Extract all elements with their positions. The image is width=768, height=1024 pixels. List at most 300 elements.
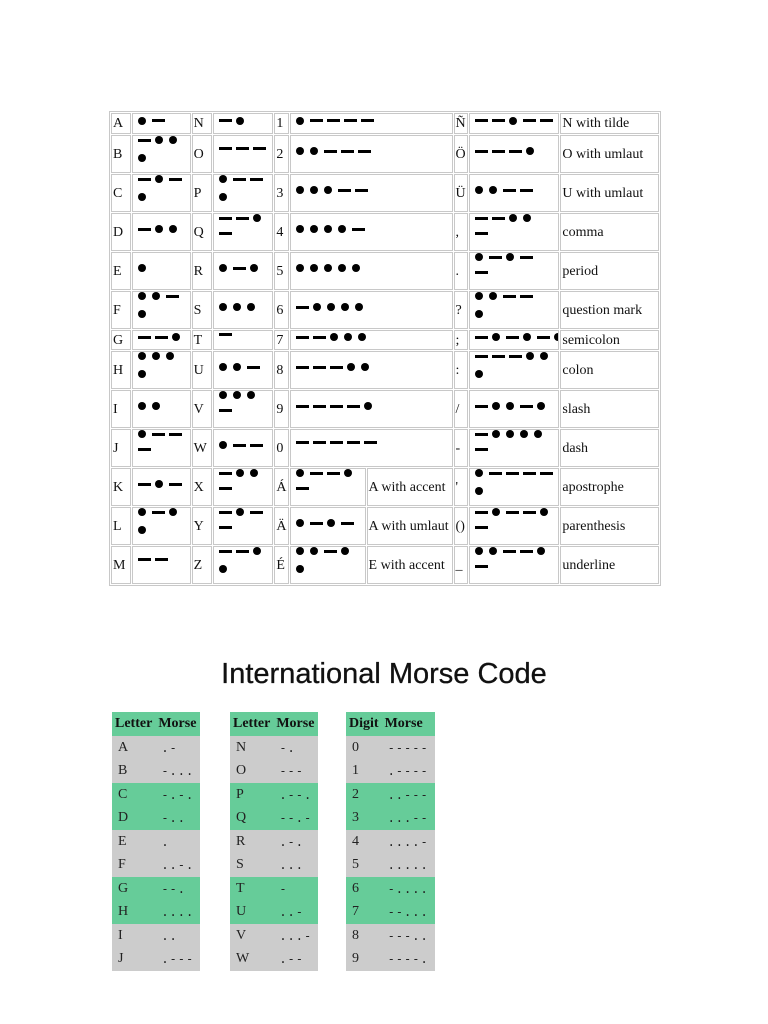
morse-symbols <box>217 147 270 161</box>
character-cell <box>454 507 469 545</box>
dash-symbol <box>169 178 182 181</box>
character-cell <box>454 390 469 428</box>
character-label: N <box>193 116 204 131</box>
morse-code-cell: .--- <box>155 948 200 972</box>
character-cell <box>454 113 469 134</box>
dash-symbol <box>330 366 343 369</box>
morse-symbol-line <box>473 370 555 388</box>
morse-symbol-line <box>294 303 448 317</box>
dot-symbol <box>537 547 545 555</box>
morse-code-cell <box>290 174 452 212</box>
dot-symbol <box>172 333 180 341</box>
character-cell <box>454 330 469 350</box>
morse-symbol-line <box>294 469 362 487</box>
character-label: 3 <box>276 185 284 201</box>
morse-code-cell <box>132 174 191 212</box>
dash-symbol <box>169 433 182 436</box>
description-label: N with tilde <box>562 116 630 131</box>
morse-symbol-line <box>217 565 270 583</box>
morse-symbols <box>473 402 555 416</box>
character-label: W <box>193 440 207 456</box>
character-cell <box>111 135 131 173</box>
morse-code-cell <box>290 546 366 584</box>
morse-row <box>111 135 659 173</box>
morse-symbol-line <box>136 402 187 416</box>
morse-row <box>111 468 659 506</box>
dot-symbol <box>138 154 146 162</box>
morse-symbol-line <box>294 547 362 565</box>
dash-symbol <box>520 256 533 259</box>
dash-symbol <box>347 405 360 408</box>
dot-symbol <box>155 136 163 144</box>
character-cell <box>274 291 289 329</box>
dot-symbol <box>355 303 363 311</box>
description-cell <box>560 429 659 467</box>
morse-code-cell <box>213 429 274 467</box>
dot-symbol <box>296 547 304 555</box>
dot-symbol <box>296 117 304 125</box>
morse-symbols <box>473 253 555 289</box>
character-label: ' <box>455 479 459 495</box>
character-cell: V <box>230 924 273 948</box>
dash-symbol <box>138 558 151 561</box>
dash-symbol <box>475 217 488 220</box>
character-label: O <box>193 146 204 162</box>
morse-symbol-line <box>294 487 362 505</box>
character-cell: I <box>112 924 155 948</box>
dot-symbol <box>138 508 146 516</box>
character-label: J <box>113 440 119 456</box>
morse-symbol-line <box>136 175 187 193</box>
morse-code-cell: . <box>155 830 200 854</box>
letters-n-w-table <box>230 712 318 971</box>
character-cell: A <box>112 736 155 760</box>
dot-symbol <box>296 186 304 194</box>
dash-symbol <box>523 119 536 122</box>
morse-code-cell <box>132 546 191 584</box>
character-label: / <box>455 401 460 417</box>
morse-symbol-line <box>294 402 448 416</box>
character-label: 9 <box>276 401 284 417</box>
morse-code-cell: --... <box>382 901 435 925</box>
morse-code-cell <box>469 390 559 428</box>
character-cell: 4 <box>346 830 382 854</box>
character-cell: B <box>112 760 155 784</box>
dot-symbol <box>296 565 304 573</box>
dot-symbol <box>509 214 517 222</box>
morse-row <box>111 213 659 251</box>
morse-code-cell: --- <box>273 760 318 784</box>
morse-row <box>111 252 659 290</box>
dash-symbol <box>138 178 151 181</box>
morse-symbol-line <box>473 117 555 131</box>
table-row <box>346 948 435 972</box>
dot-symbol <box>219 441 227 449</box>
character-label: : <box>455 362 460 378</box>
dash-symbol <box>324 550 337 553</box>
dash-symbol <box>313 405 326 408</box>
character-cell <box>274 429 289 467</box>
page-title: International Morse Code <box>221 658 547 690</box>
morse-symbols <box>473 469 555 505</box>
dash-symbol <box>327 472 340 475</box>
dash-symbol <box>330 441 343 444</box>
morse-code-cell <box>469 174 559 212</box>
table-row <box>112 783 200 807</box>
character-cell <box>454 135 469 173</box>
description-label: A with umlaut <box>368 518 449 534</box>
morse-row <box>111 330 659 350</box>
table-row <box>346 901 435 925</box>
morse-symbol-line <box>217 193 270 211</box>
morse-symbol-line <box>217 175 270 193</box>
morse-symbol-line <box>217 214 270 232</box>
morse-code-cell <box>290 113 452 134</box>
dot-symbol <box>138 370 146 378</box>
character-cell <box>454 429 469 467</box>
dash-symbol <box>523 472 536 475</box>
dash-symbol <box>155 336 168 339</box>
character-cell <box>192 291 212 329</box>
character-cell <box>274 507 289 545</box>
dash-symbol <box>492 119 505 122</box>
character-label: F <box>113 302 121 318</box>
description-label: comma <box>562 224 604 240</box>
dot-symbol <box>352 264 360 272</box>
morse-symbols <box>136 430 187 466</box>
dot-symbol <box>219 175 227 183</box>
morse-code-cell: .... <box>155 901 200 925</box>
dot-symbol <box>250 469 258 477</box>
dot-symbol <box>253 214 261 222</box>
dot-symbol <box>169 225 177 233</box>
morse-symbol-line <box>473 508 555 526</box>
morse-symbol-line <box>136 508 187 526</box>
morse-symbols <box>217 391 270 427</box>
dot-symbol <box>138 117 146 125</box>
dash-symbol <box>219 217 232 220</box>
character-cell: 1 <box>346 760 382 784</box>
morse-code-cell <box>132 507 191 545</box>
dash-symbol <box>219 119 232 122</box>
character-cell: R <box>230 830 273 854</box>
dot-symbol <box>492 402 500 410</box>
morse-code-cell <box>469 429 559 467</box>
table-row <box>112 736 200 760</box>
character-label: H <box>113 362 124 378</box>
dot-symbol <box>155 175 163 183</box>
character-cell: N <box>230 736 273 760</box>
dash-symbol <box>509 150 522 153</box>
table-row <box>230 760 318 784</box>
character-cell: 7 <box>346 901 382 925</box>
morse-code-cell <box>469 330 559 350</box>
character-cell <box>274 330 289 350</box>
dot-symbol <box>247 303 255 311</box>
dash-symbol <box>475 448 488 451</box>
character-cell: 6 <box>346 877 382 901</box>
dash-symbol <box>236 147 249 150</box>
morse-row <box>111 351 659 389</box>
dot-symbol <box>489 292 497 300</box>
dot-symbol <box>347 363 355 371</box>
character-cell <box>454 351 469 389</box>
table-header-row <box>230 712 318 736</box>
dot-symbol <box>169 508 177 516</box>
dash-symbol <box>475 336 488 339</box>
table-header-row <box>112 712 200 736</box>
character-cell: W <box>230 948 273 972</box>
character-cell <box>111 213 131 251</box>
morse-symbol-line <box>473 526 555 544</box>
morse-symbols <box>217 508 270 544</box>
description-label: colon <box>562 362 594 378</box>
character-cell <box>192 330 212 350</box>
character-label: ? <box>455 302 462 318</box>
morse-code-cell <box>132 429 191 467</box>
morse-symbol-line <box>473 402 555 416</box>
character-cell <box>454 291 469 329</box>
description-label: question mark <box>562 302 643 318</box>
dash-symbol <box>361 119 374 122</box>
table-row <box>346 807 435 831</box>
character-cell <box>274 252 289 290</box>
morse-symbols <box>136 136 187 172</box>
character-cell: S <box>230 854 273 878</box>
morse-symbols <box>136 402 187 416</box>
dash-symbol <box>475 565 488 568</box>
character-label: I <box>113 401 118 417</box>
morse-symbol-line <box>217 508 270 526</box>
dash-symbol <box>540 119 553 122</box>
dash-symbol <box>341 522 354 525</box>
dot-symbol <box>341 547 349 555</box>
morse-code-cell: ..... <box>382 854 435 878</box>
morse-symbols <box>294 147 448 161</box>
character-cell: Q <box>230 807 273 831</box>
morse-symbols <box>136 117 187 131</box>
morse-symbols <box>473 117 555 131</box>
morse-code-cell: ... <box>273 854 318 878</box>
character-label: P <box>193 185 202 201</box>
morse-code-cell <box>290 507 366 545</box>
dot-symbol <box>310 186 318 194</box>
dot-symbol <box>324 225 332 233</box>
table-row <box>230 783 318 807</box>
dash-symbol <box>506 336 519 339</box>
dash-symbol <box>155 558 168 561</box>
description-label: semicolon <box>562 332 620 348</box>
description-label: O with umlaut <box>562 146 644 162</box>
morse-symbols <box>136 175 187 211</box>
dash-symbol <box>138 336 151 339</box>
dash-symbol <box>330 405 343 408</box>
character-cell <box>192 351 212 389</box>
character-label: Y <box>193 518 204 534</box>
morse-symbol-line <box>136 333 187 347</box>
character-cell <box>274 113 289 134</box>
description-cell <box>560 330 659 350</box>
table-row <box>112 830 200 854</box>
dot-symbol <box>489 547 497 555</box>
dash-symbol <box>236 550 249 553</box>
morse-code-cell <box>290 291 452 329</box>
dash-symbol <box>296 306 309 309</box>
morse-symbols <box>217 264 270 278</box>
table-row <box>230 807 318 831</box>
dash-symbol <box>509 355 522 358</box>
dash-symbol <box>355 189 368 192</box>
morse-symbol-line <box>473 271 555 289</box>
morse-symbols <box>473 292 555 328</box>
character-label: E <box>113 263 122 279</box>
morse-code-cell <box>213 468 274 506</box>
morse-code-cell <box>290 390 452 428</box>
morse-symbol-line <box>473 147 555 161</box>
dash-symbol <box>219 409 232 412</box>
dash-symbol <box>296 487 309 490</box>
morse-code-cell <box>132 390 191 428</box>
morse-symbol-line <box>217 441 270 455</box>
dash-symbol <box>540 472 553 475</box>
table-row <box>112 901 200 925</box>
dot-symbol <box>506 253 514 261</box>
dot-symbol <box>236 117 244 125</box>
morse-code-cell <box>213 291 274 329</box>
morse-code-cell <box>469 468 559 506</box>
morse-code-cell: ---.. <box>382 924 435 948</box>
table-row <box>230 877 318 901</box>
morse-symbols <box>294 186 448 200</box>
morse-symbols <box>294 469 362 505</box>
dot-symbol <box>219 193 227 201</box>
morse-symbols <box>294 333 448 347</box>
dash-symbol <box>520 189 533 192</box>
dash-symbol <box>506 472 519 475</box>
dot-symbol <box>361 363 369 371</box>
morse-symbol-line <box>473 487 555 505</box>
dot-symbol <box>233 391 241 399</box>
column-header: Digit <box>346 712 382 736</box>
dot-symbol <box>233 303 241 311</box>
character-cell <box>192 468 212 506</box>
dot-symbol <box>236 508 244 516</box>
description-label: slash <box>562 401 591 417</box>
dot-symbol <box>138 264 146 272</box>
dot-symbol <box>236 469 244 477</box>
morse-code-cell: -... <box>155 760 200 784</box>
morse-code-cell <box>213 113 274 134</box>
dot-symbol <box>296 225 304 233</box>
morse-symbols <box>473 214 555 250</box>
morse-code-cell: -.... <box>382 877 435 901</box>
character-label: U <box>193 362 204 378</box>
character-cell: 2 <box>346 783 382 807</box>
character-cell <box>454 174 469 212</box>
dot-symbol <box>520 430 528 438</box>
morse-symbol-line <box>136 264 187 278</box>
morse-symbol-line <box>217 147 270 161</box>
description-label: A with accent <box>368 479 446 495</box>
dot-symbol <box>526 352 534 360</box>
morse-symbol-line <box>136 370 187 388</box>
dash-symbol <box>313 366 326 369</box>
morse-symbol-line <box>217 547 270 565</box>
morse-symbol-line <box>217 117 270 131</box>
morse-code-cell <box>469 213 559 251</box>
dot-symbol <box>324 264 332 272</box>
morse-symbols <box>217 469 270 505</box>
morse-code-cell: -.. <box>155 807 200 831</box>
dot-symbol <box>526 147 534 155</box>
character-cell <box>111 546 131 584</box>
morse-symbol-line <box>294 565 362 583</box>
morse-symbol-line <box>136 193 187 211</box>
morse-symbol-line <box>217 391 270 409</box>
morse-row <box>111 174 659 212</box>
table-row <box>230 854 318 878</box>
dash-symbol <box>475 355 488 358</box>
dash-symbol <box>310 119 323 122</box>
morse-symbol-line <box>217 303 270 317</box>
character-cell: P <box>230 783 273 807</box>
dot-symbol <box>523 214 531 222</box>
description-label: E with accent <box>368 557 445 573</box>
dot-symbol <box>313 303 321 311</box>
morse-code-cell <box>290 213 452 251</box>
character-cell <box>274 174 289 212</box>
morse-row <box>111 390 659 428</box>
morse-code-cell: --.- <box>273 807 318 831</box>
dash-symbol <box>219 487 232 490</box>
description-cell <box>560 546 659 584</box>
morse-symbol-line <box>294 117 448 131</box>
column-header: Morse <box>155 712 200 736</box>
character-label: Ñ <box>455 116 466 131</box>
description-cell <box>560 252 659 290</box>
character-cell <box>192 113 212 134</box>
table-row <box>230 924 318 948</box>
description-cell <box>367 546 453 584</box>
morse-symbols <box>136 352 187 388</box>
character-cell: U <box>230 901 273 925</box>
dash-symbol <box>247 366 260 369</box>
dot-symbol <box>554 333 559 341</box>
morse-symbol-line <box>136 154 187 172</box>
character-label: 4 <box>276 224 284 240</box>
dash-symbol <box>364 441 377 444</box>
column-header: Letter <box>112 712 155 736</box>
dash-symbol <box>169 483 182 486</box>
morse-code-cell: ..-. <box>155 854 200 878</box>
morse-code-cell <box>469 291 559 329</box>
character-label: 8 <box>276 362 284 378</box>
dot-symbol <box>152 402 160 410</box>
dot-symbol <box>169 136 177 144</box>
table-row <box>112 877 200 901</box>
dot-symbol <box>310 147 318 155</box>
character-label: . <box>455 263 460 279</box>
description-label: period <box>562 263 599 279</box>
table-row <box>112 948 200 972</box>
character-label: 1 <box>276 116 284 131</box>
dot-symbol <box>219 264 227 272</box>
character-label: Ö <box>455 146 466 162</box>
dash-symbol <box>219 472 232 475</box>
morse-symbol-line <box>473 310 555 328</box>
character-cell <box>274 468 289 506</box>
morse-symbols <box>473 547 555 583</box>
